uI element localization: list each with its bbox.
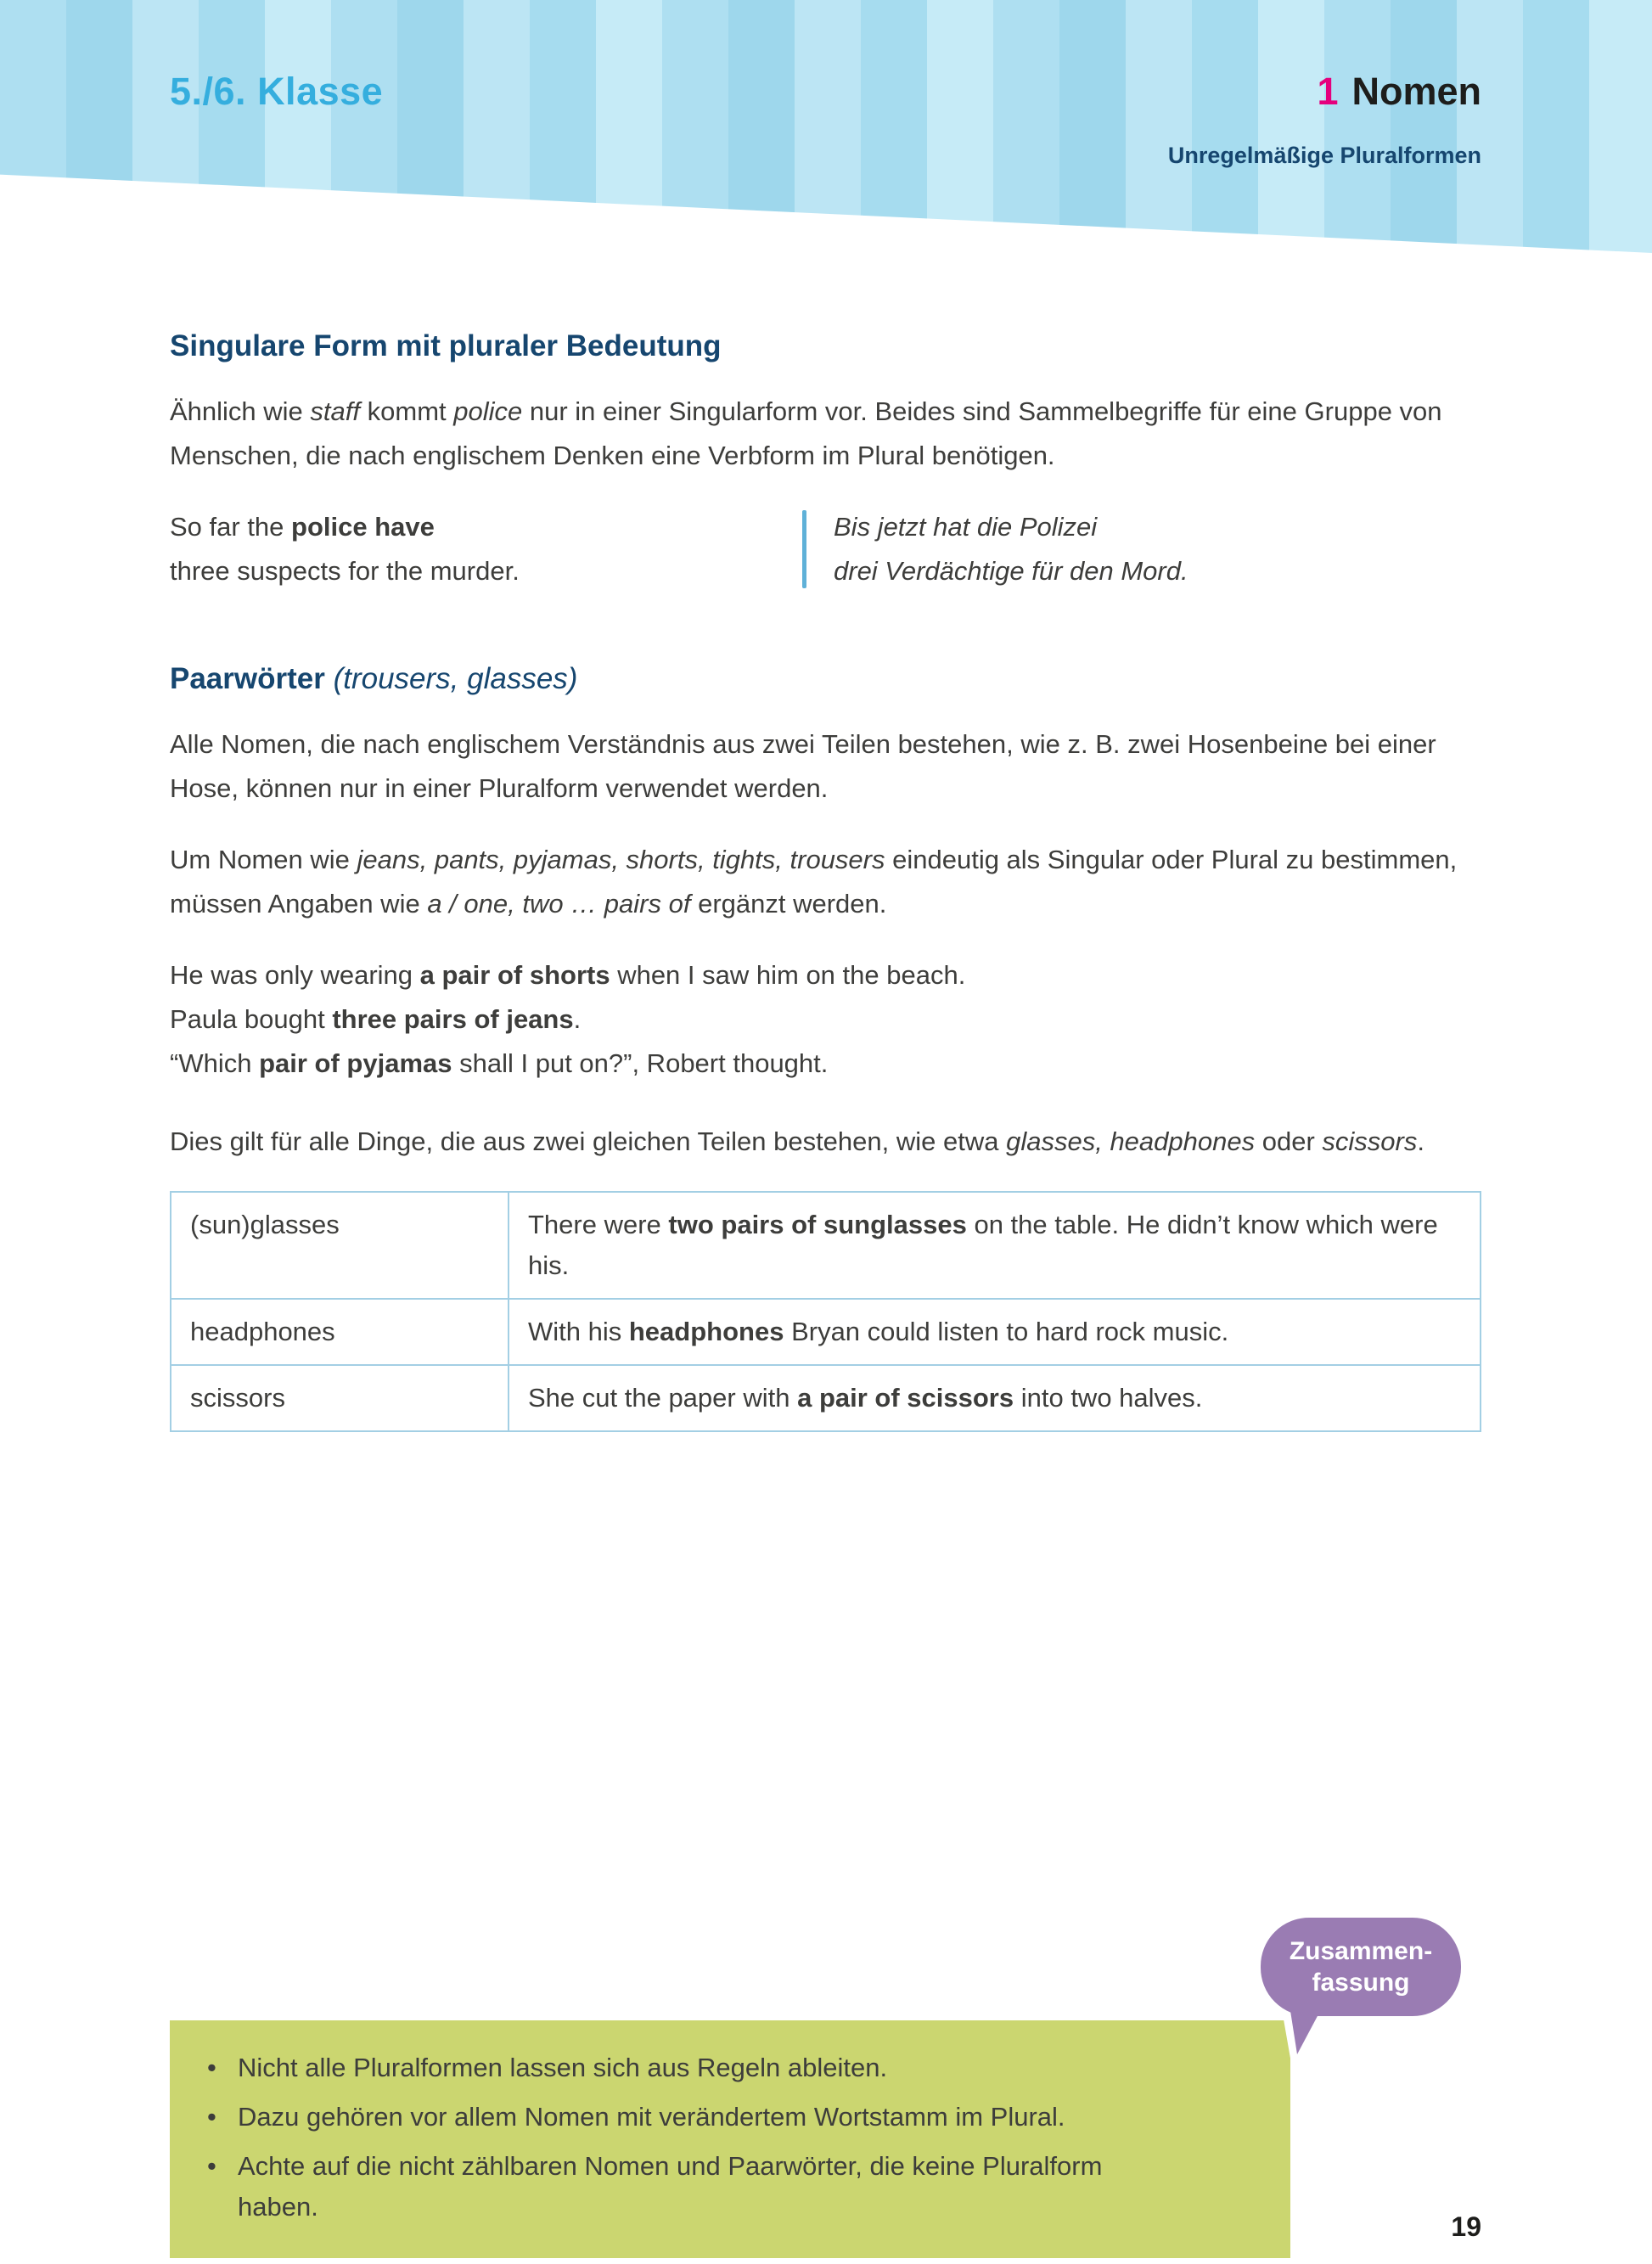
pair-example-sentences — [170, 953, 1481, 1086]
bubble-line: fassung — [1312, 1969, 1410, 1997]
pair-usage-paragraph: Um Nomen wie jeans, pants, pyjamas, shorts, tights, trousers eindeutig als Singular oder Plural zu bestimmen, müssen Angaben wie a / one, two … pairs of ergänzt werden. — [170, 845, 1458, 919]
summary-speech-bubble — [1255, 1912, 1467, 2022]
term-cell: (sun)glasses — [171, 1192, 509, 1299]
term-cell: headphones — [171, 1299, 509, 1365]
page-subtitle: Unregelmäßige Pluralformen — [1167, 143, 1481, 168]
example-line: three suspects for the murder. — [170, 556, 520, 586]
table-row — [171, 1365, 1481, 1431]
grade-label: 5./6. Klasse — [170, 70, 384, 113]
summary-item: • Achte auf die nicht zählbaren Nomen und Paarwörter, die keine Pluralform haben. — [199, 2146, 1188, 2227]
speech-bubble-tail-fill — [1289, 2000, 1326, 2054]
example-block — [170, 505, 1481, 593]
chapter-heading — [1317, 70, 1481, 114]
bubble-line: Zusammen- — [1289, 1937, 1433, 1965]
summary-box — [170, 2020, 1290, 2258]
example-line: Bis jetzt hat die Polizei — [834, 512, 1098, 542]
summary-list — [199, 2048, 1265, 2227]
example-german — [806, 505, 1188, 593]
example-sentence: “Which pair of pyjamas shall I put on?”, Robert thought. — [170, 1048, 829, 1078]
page-number: 19 — [1451, 2211, 1481, 2242]
examples-table — [170, 1191, 1481, 1432]
chapter-title: Nomen — [1351, 70, 1481, 113]
example-english — [170, 505, 802, 593]
example-sentence: He was only wearing a pair of shorts when I saw him on the beach. — [170, 960, 966, 990]
pair-things-paragraph: Dies gilt für alle Dinge, die aus zwei gleichen Teilen bestehen, wie etwa glasses, headphones oder scissors. — [170, 1126, 1424, 1156]
example-cell: There were two pairs of sunglasses on the table. He didn’t know which were his. — [509, 1192, 1481, 1299]
table-row — [171, 1192, 1481, 1299]
pair-nouns-paragraph: Alle Nomen, die nach englischem Verständnis aus zwei Teilen bestehen, wie z. B. zwei Hosenbeine bei einer Hose, können nur in einer Pluralform verwendet werden. — [170, 729, 1436, 803]
chapter-number: 1 — [1317, 70, 1339, 113]
summary-item: • Dazu gehören vor allem Nomen mit verändertem Wortstamm im Plural. — [199, 2097, 1188, 2138]
main-content — [170, 327, 1481, 1432]
table-row — [171, 1299, 1481, 1365]
term-cell: scissors — [171, 1365, 509, 1431]
example-line: drei Verdächtige für den Mord. — [834, 556, 1188, 586]
section2-heading: Paarwörter (trousers, glasses) — [170, 662, 578, 695]
summary-item: • Nicht alle Pluralformen lassen sich aus Regeln ableiten. — [199, 2048, 1188, 2088]
example-sentence: Paula bought three pairs of jeans. — [170, 1004, 582, 1034]
section1-intro-paragraph: Ähnlich wie staff kommt police nur in einer Singularform vor. Beides sind Sammelbegriffe für eine Gruppe von Menschen, die nach englischem Denken eine Verbform im Plural benötigen. — [170, 396, 1442, 470]
page-banner — [0, 0, 1652, 253]
example-cell: With his headphones Bryan could listen to hard rock music. — [509, 1299, 1481, 1365]
example-line: So far the police have — [170, 512, 435, 542]
section1-heading: Singulare Form mit pluraler Bedeutung — [170, 329, 722, 362]
example-cell: She cut the paper with a pair of scissors into two halves. — [509, 1365, 1481, 1431]
